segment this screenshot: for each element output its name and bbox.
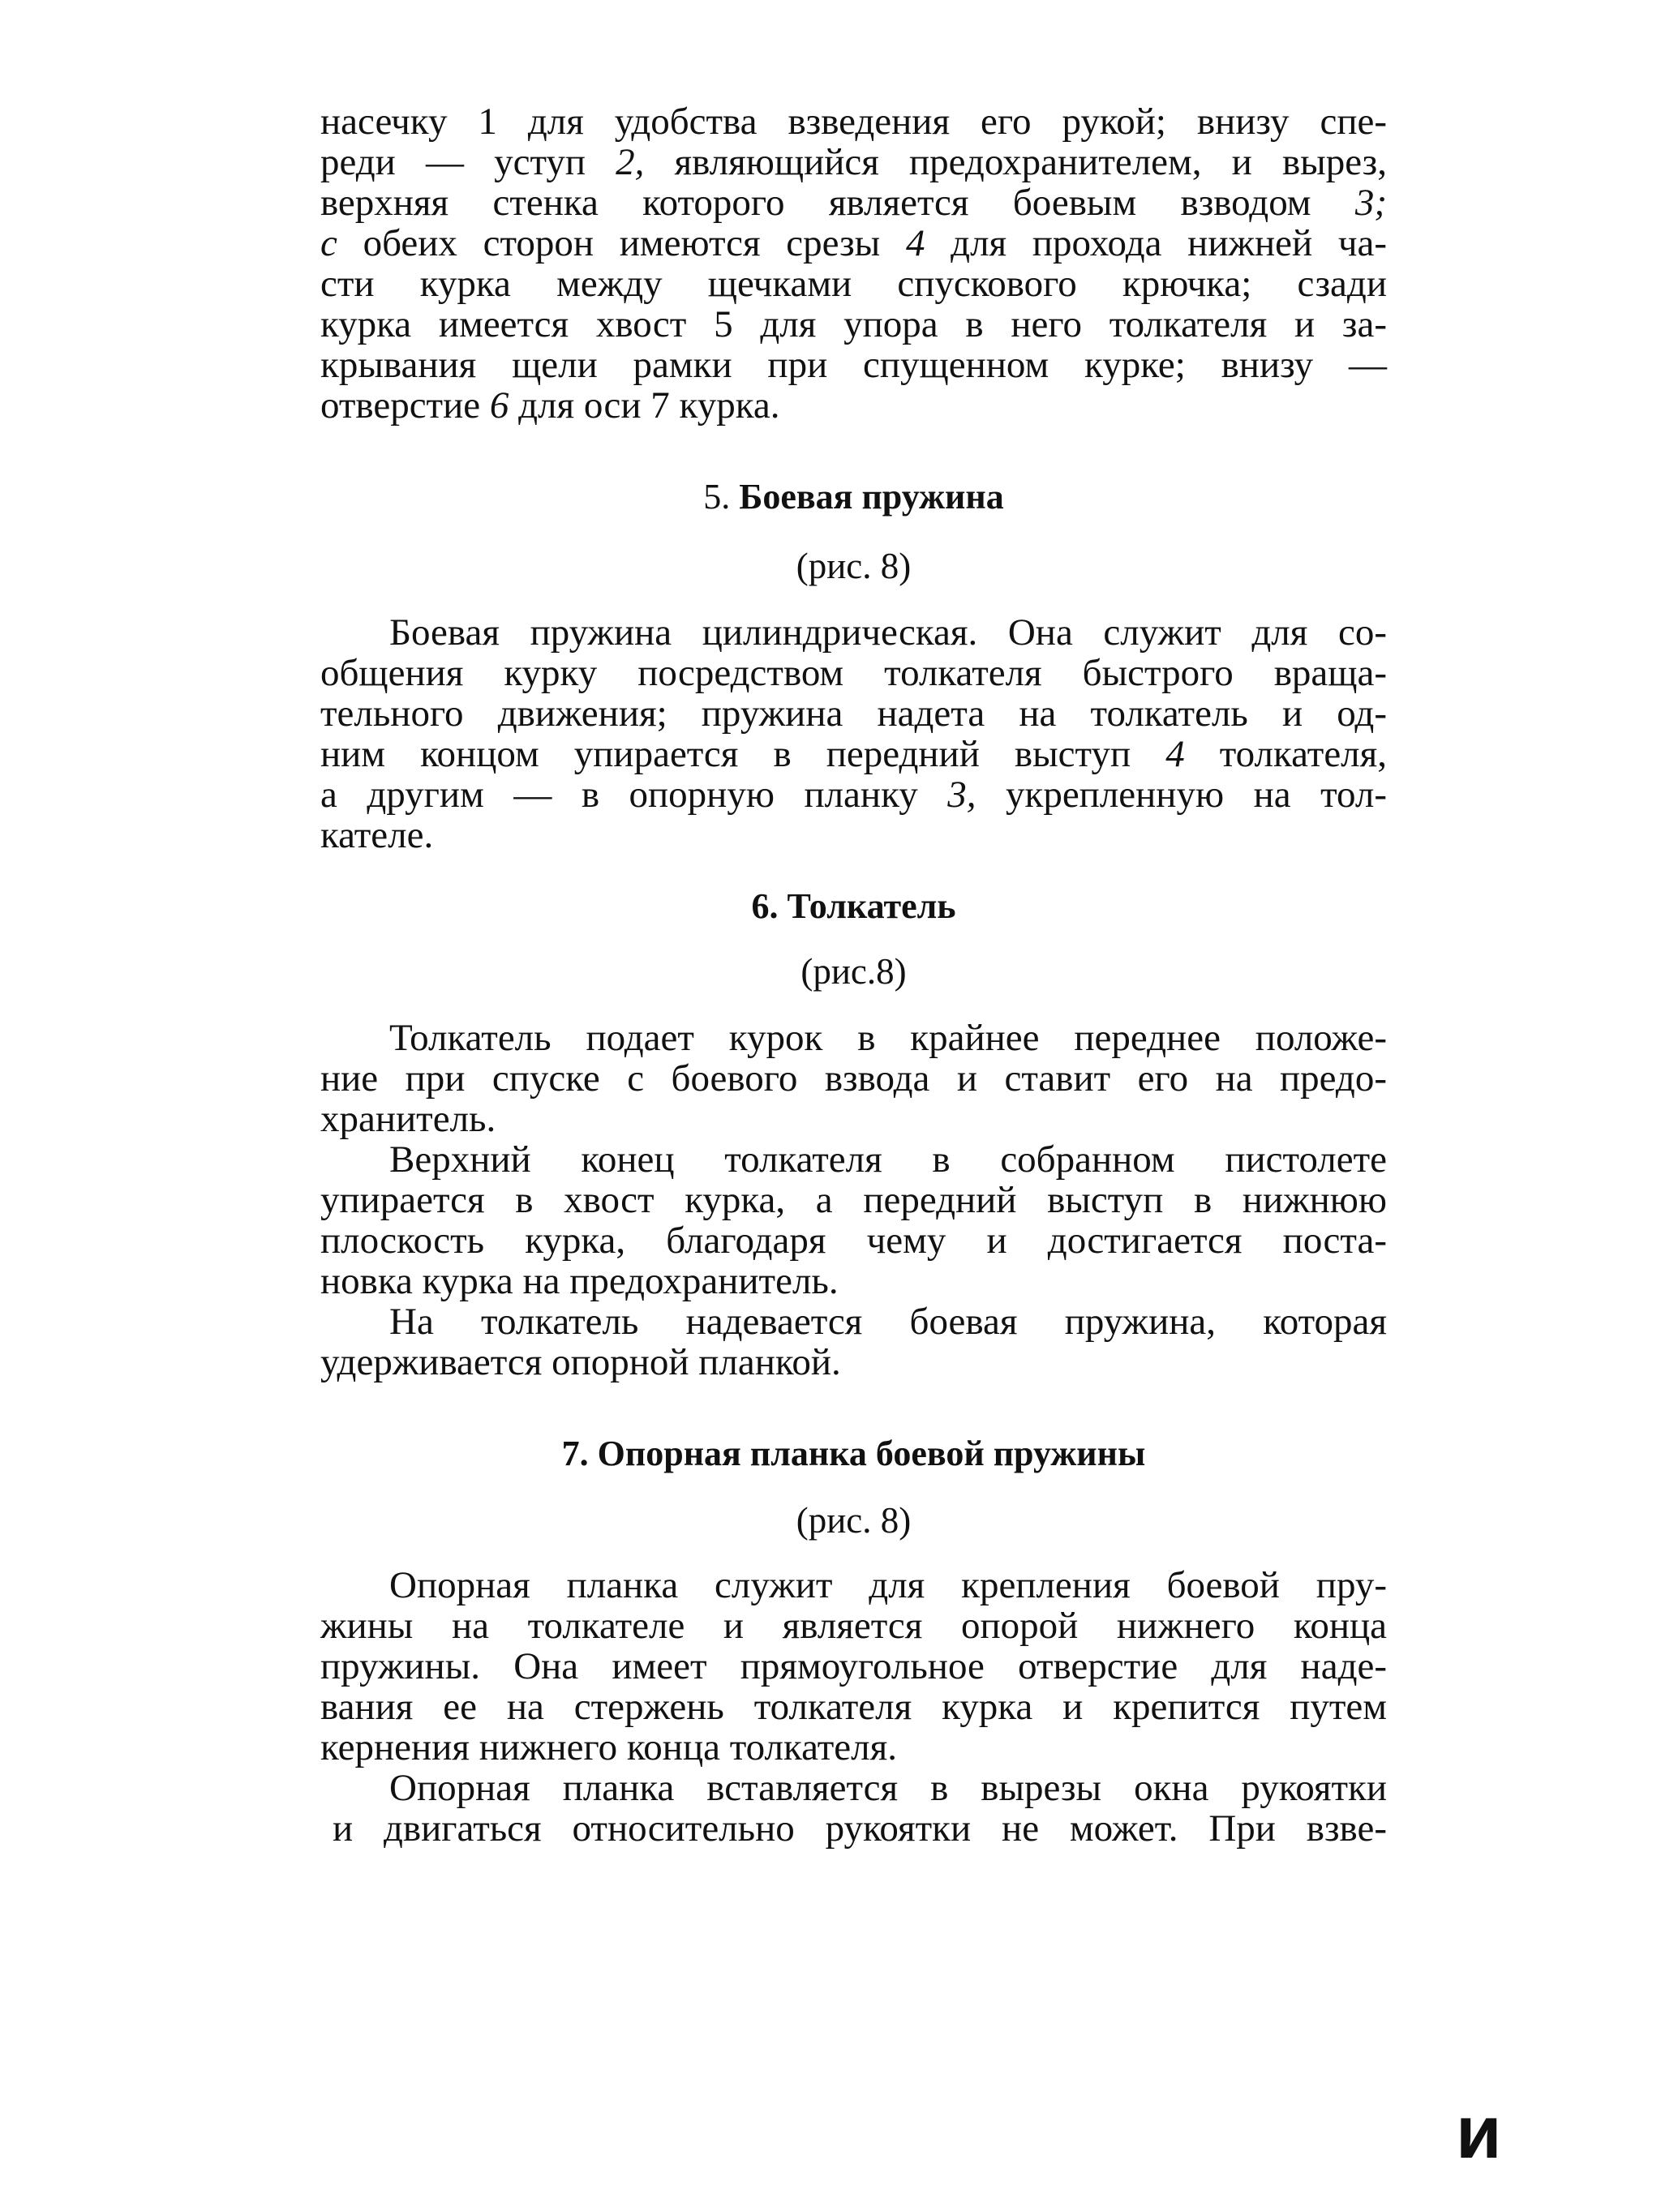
text-line: [320, 182, 1387, 223]
text-line: общения курку посредством толкателя быстрого враща-: [320, 652, 1387, 694]
italic-ref: с: [320, 222, 337, 264]
text-line: крывания щели рамки при спущенном курке; внизу —: [320, 344, 1387, 386]
section-heading: [320, 477, 1387, 517]
italic-ref: 6: [489, 384, 509, 427]
text-line: сти курка между щечками спускового крючка; сзади: [320, 263, 1387, 305]
text-run: верхняя стенка которого является боевым взводом: [320, 182, 1355, 224]
text-line: Верхний конец толкателя в собранном пистолете: [389, 1138, 1387, 1181]
text-line: Толкатель подает курок в крайнее переднее положе-: [389, 1017, 1387, 1059]
text-line: [320, 734, 1387, 774]
text-line: кателе.: [320, 814, 434, 856]
text-run: а другим — в опорную планку: [320, 774, 948, 816]
text-run: толкателя,: [1184, 733, 1387, 775]
page-folio: и: [1456, 2091, 1502, 2174]
text-line: Боевая пружина цилиндрическая. Она служит для со-: [389, 611, 1387, 654]
text-line: На толкатель надевается боевая пружина, которая: [389, 1301, 1387, 1343]
text-line: [320, 385, 1387, 426]
section-heading: [320, 1434, 1387, 1474]
section-title: Толкатель: [787, 886, 956, 926]
text-line: плоскость курка, благодаря чему и достигается поста-: [320, 1220, 1387, 1262]
text-line: Опорная планка служит для крепления боевой пру-: [389, 1564, 1387, 1606]
figure-reference: (рис. 8): [796, 1500, 912, 1541]
text-run: укрепленную на тол-: [976, 774, 1387, 816]
italic-ref: 4: [1165, 733, 1185, 775]
section-number: 5.: [703, 477, 731, 517]
italic-ref: 2,: [616, 141, 645, 183]
text-line: вания ее на стержень толкателя курка и крепится путем: [320, 1686, 1387, 1728]
text-run: ним концом упирается в передний выступ: [320, 733, 1166, 775]
section-number: 7.: [561, 1434, 589, 1473]
text-line: курка имеется хвост 5 для упора в него толкателя и за-: [320, 303, 1387, 345]
text-line: новка курка на предохранитель.: [320, 1260, 839, 1302]
italic-ref: 3,: [947, 774, 976, 816]
section-heading: [320, 886, 1387, 927]
text-run: являющийся предохранителем, и вырез,: [644, 141, 1387, 183]
section-title: Боевая пружина: [739, 477, 1004, 517]
text-line: жины на толкателе и является опорой нижнего конца: [320, 1605, 1387, 1647]
text-line: пружины. Она имеет прямоугольное отверстие для наде-: [320, 1645, 1387, 1687]
text-line: насечку 1 для удобства взведения его рукой; внизу спе-: [320, 101, 1387, 143]
text-line: и двигаться относительно рукоятки не может. При взве-: [333, 1807, 1387, 1850]
text-run: для прохода нижней ча-: [925, 222, 1387, 264]
italic-ref: 4: [905, 222, 925, 264]
text-line: Опорная планка вставляется в вырезы окна рукоятки: [389, 1767, 1387, 1809]
section-number: 6.: [751, 886, 779, 926]
text-run: отверстие: [320, 384, 490, 427]
text-line: [320, 223, 1387, 264]
text-line: [320, 774, 1387, 815]
text-run: обеих сторон имеются срезы: [337, 222, 906, 264]
text-line: тельного движения; пружина надета на толкатель и од-: [320, 692, 1387, 735]
text-line: кернения нижнего конца толкателя.: [320, 1726, 897, 1768]
text-run: для оси 7 курка.: [509, 384, 780, 427]
italic-ref: 3;: [1354, 182, 1387, 224]
text-line: [320, 142, 1387, 182]
text-line: ние при спуске с боевого взвода и ставит его на предо-: [320, 1057, 1387, 1100]
figure-reference: (рис.8): [800, 951, 907, 992]
text-run: реди — уступ: [320, 141, 616, 183]
text-line: упирается в хвост курка, а передний выступ в нижнюю: [320, 1179, 1387, 1221]
figure-reference: (рис. 8): [796, 546, 912, 586]
text-line: удерживается опорной планкой.: [320, 1341, 841, 1383]
section-title: Опорная планка боевой пружины: [597, 1434, 1146, 1473]
text-line: хранитель.: [320, 1098, 496, 1140]
